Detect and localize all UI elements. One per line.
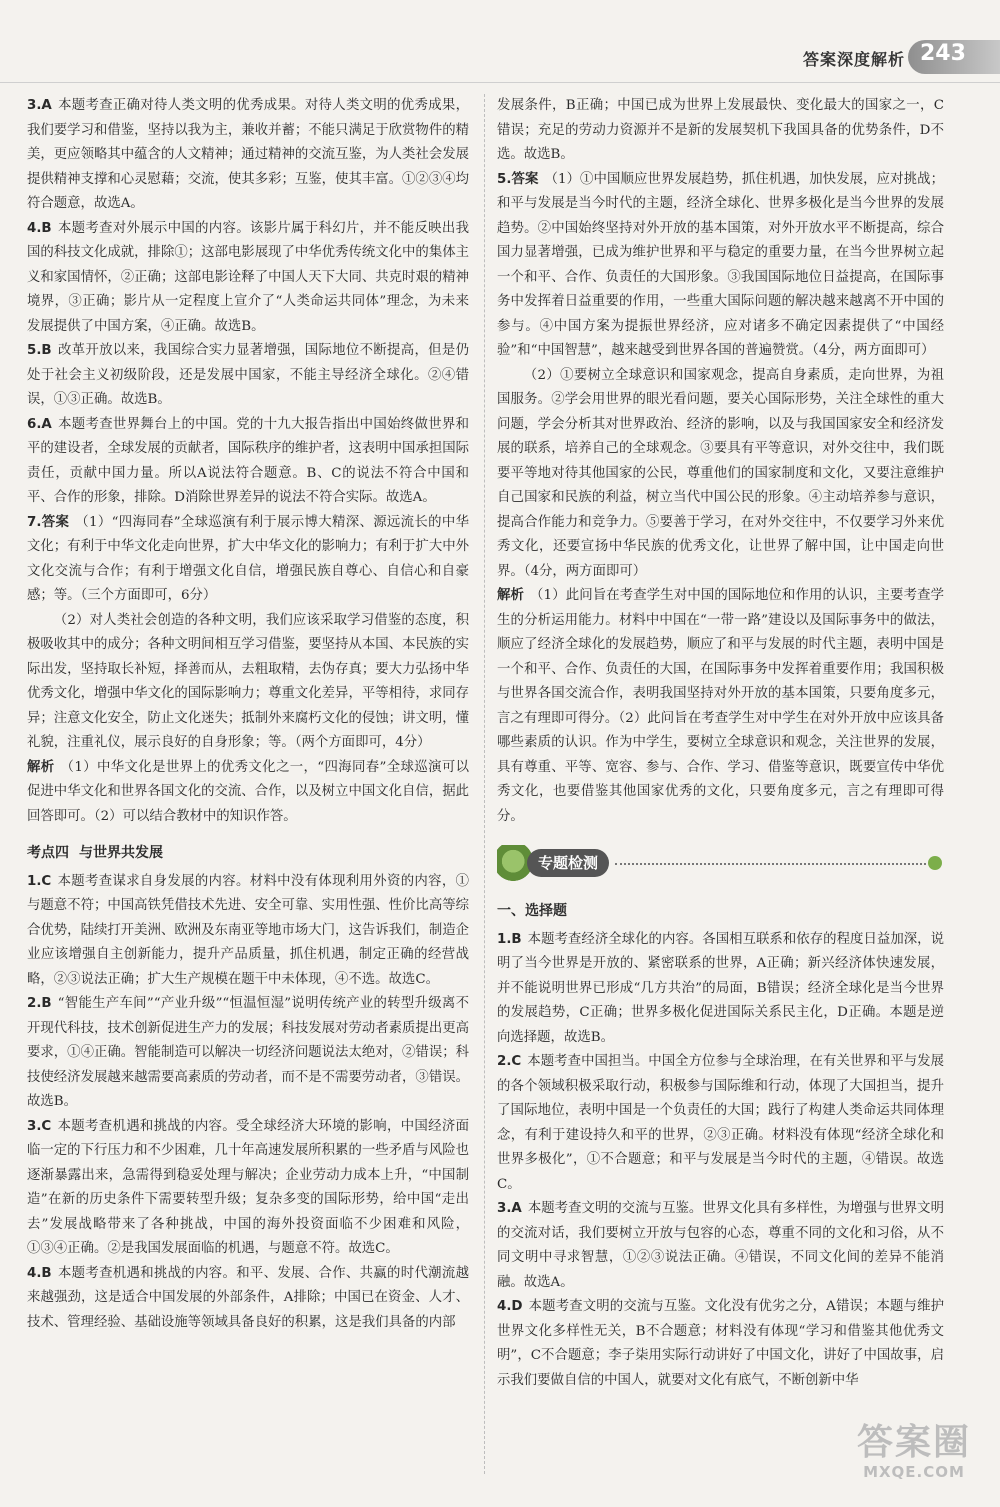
answer-label: 7.答案 (27, 514, 70, 530)
analysis-item (497, 584, 944, 829)
banner-label: 专题检测 (527, 849, 609, 877)
section-title: 与世界共发展 (79, 845, 163, 861)
watermark-logo-text: 答案圈 (856, 1422, 971, 1463)
answer-text: 本题考查谋求自身发展的内容。材料中没有体现利用外资的内容，①与题意不符；中国高铁凭借技术先进、安全可靠、实用性强、性价比高等综合优势，陆续打开美洲、欧洲及东南亚等地市场大门，这告诉我们，制造企业应该增强自主创新能力，提升产品质量，抓住机遇，制定正确的经营战略，②③说法正确；扩大生产规模在题干中未体现，④不选。故选C。 (27, 873, 469, 987)
answer-text: 本题考查对外展示中国的内容。该影片属于科幻片，并不能反映出我国的科技文化成就，排除①；这部电影展现了中华优秀传统文化中的集体主义和家国情怀，②正确；这部电影诠释了中国人天下大同、共克时艰的精神境界，③正确；影片从一定程度上宣介了“人类命运共同体”理念，为未来发展提供了中国方案，④正确。故选B。 (27, 220, 469, 334)
analysis-label: 解析 (27, 759, 55, 775)
answer-label: 6.A (27, 416, 52, 432)
header-title: 答案深度解析 (802, 50, 905, 69)
answer-label: 3.C (27, 1118, 52, 1134)
answer-paragraph: （2）对人类社会创造的各种文明，我们应该采取学习借鉴的态度，积极吸收其中的成分；各种文明间相互学习借鉴，要坚持从本国、本民族的实际出发，坚持取长补短，择善而从，去粗取精，去伪存真；要大力弘扬中华优秀文化，增强中华文化的国际影响力；尊重文化差异，平等相待，求同存异；注意文化安全，防止文化迷失；抵制外来腐朽文化的侵蚀；讲文明，懂礼貌，注重礼仪，展示良好的自身形象；等。（两个方面即可，4分） (27, 612, 469, 750)
answer-item (27, 511, 469, 609)
answer-text: 本题考查世界舞台上的中国。党的十九大报告指出中国始终做世界和平的建设者，全球发展的贡献者，国际秩序的维护者，这表明中国承担国际责任，贡献中国力量。所以A说法符合题意。B、C的说法不符合中国和平、合作的形象，排除。D消除世界差异的说法不符合实际。故选A。 (27, 416, 469, 505)
answer-item (27, 992, 469, 1115)
answer-text: 本题考查中国担当。中国全方位参与全球治理，在有关世界和平与发展的各个领域积极采取行动，积极参与国际维和行动，体现了大国担当，提升了国际地位，表明中国是一个负责任的大国；践行了构建人类命运共同体理念，有利于建设持久和平的世界，②③正确。材料没有体现“经济全球化和世界多极化”，①不合题意；和平与发展是当今时代的主题，④错误。故选C。 (497, 1054, 944, 1192)
topic-test-banner (497, 841, 944, 887)
section-heading (27, 841, 469, 866)
answer-item (497, 1050, 944, 1197)
answer-label: 2.B (27, 996, 52, 1011)
answer-text: （1）“四海同春”全球巡演有利于展示博大精深、源远流长的中华文化；有利于中华文化走向世界，扩大中华文化的影响力；有利于扩大中外文化交流与合作；有利于增强文化自信，增强民族自尊心、自信心和自豪感；等。（三个方面即可，6分） (27, 514, 470, 603)
answer-label: 1.C (27, 873, 52, 889)
answer-item (27, 1115, 469, 1262)
answer-item (27, 217, 469, 340)
page-header (0, 20, 1000, 83)
answer-text: 本题考查文明的交流与互鉴。世界文化具有多样性，为增强与世界文明的交流对话，我们要树立开放与包容的心态，尊重不同的文化和习俗，从不同文明中寻求智慧，①②③说法正确。④错误，不同文化间的差异不能消融。故选A。 (497, 1201, 944, 1290)
answer-item (27, 1262, 469, 1336)
answer-text: 本题考查经济全球化的内容。各国相互联系和依存的程度日益加深，说明了当今世界是开放的、紧密联系的世界，A正确；新兴经济体快速发展，并不能说明世界已形成“几方共治”的局面，B错误；经济全球化是当今世界的发展趋势，C正确；世界多极化促进国际关系民主化，D正确。本题是逆向选择题，故选B。 (497, 931, 944, 1045)
answer-item (497, 928, 944, 1051)
right-column (497, 94, 944, 1393)
answer-label: 3.A (497, 1201, 522, 1216)
answer-label: 4.D (497, 1299, 523, 1314)
watermark-domain: MXQE.COM (863, 1463, 965, 1481)
answer-item (497, 1295, 944, 1393)
site-watermark (850, 1423, 978, 1485)
answer-item (497, 168, 944, 364)
answer-text: 本题考查机遇和挑战的内容。受全球经济大环境的影响，中国经济面临一定的下行压力和不少困难，几十年高速发展所积累的一些矛盾与风险也逐渐暴露出来，急需得到稳妥处理与解决；企业劳动力成本上升，“中国制造”在新的历史条件下需要转型升级；复杂多变的国际形势，给中国“走出去”发展战略带来了各种挑战，中国的海外投资面临不少困难和风险，①③④正确。②是我国发展面临的机遇，与题意不符。故选C。 (27, 1118, 469, 1256)
answer-text: “智能生产车间”“产业升级”“恒温恒湿”说明传统产业的转型升级离不开现代科技，技术创新促进生产力的发展；科技发展对劳动者素质提出更高要求，①④正确。智能制造可以解决一切经济问题说法太绝对，②错误；科技使经济发展越来越需要高素质的劳动者，而不是不需要劳动者，③错误。故选B。 (27, 996, 469, 1109)
answer-label: 2.C (497, 1054, 522, 1069)
answer-continuation: 发展条件，B正确；中国已成为世界上发展最快、变化最大的国家之一，C错误；充足的劳动力资源并不是新的发展契机下我国具备的优势条件，D不选。故选B。 (497, 98, 944, 162)
dot-icon (928, 856, 942, 870)
answer-label: 5.B (27, 343, 52, 358)
answer-label: 1.B (497, 931, 522, 947)
section-heading: 一、选择题 (497, 903, 567, 919)
section-label: 考点四 (27, 845, 69, 861)
page-number: 243 (920, 41, 966, 66)
answer-text: 本题考查机遇和挑战的内容。和平、发展、合作、共赢的时代潮流越来越强劲，这是适合中国发展的外部条件，A排除；中国已在资金、人才、技术、管理经验、基础设施等领域具备良好的积累，这是我们具备的内部 (27, 1265, 469, 1330)
analysis-text: （1）中华文化是世界上的优秀文化之一，“四海同春”全球巡演可以促进中华文化和世界各国文化的交流、合作，以及树立中国文化自信，据此回答即可。（2）可以结合教材中的知识作答。 (27, 759, 470, 824)
left-column (27, 94, 469, 1335)
answer-label: 4.B (27, 1265, 52, 1281)
answer-text: 改革开放以来，我国综合实力显著增强，国际地位不断提高，但是仍处于社会主义初级阶段，还是发展中国家，不能主导经济全球化。②④错误，①③正确。故选B。 (27, 343, 469, 407)
answer-text: 本题考查正确对待人类文明的优秀成果。对待人类文明的优秀成果，我们要学习和借鉴，坚持以我为主，兼收并蓄；不能只满足于欣赏物件的精美，更应领略其中蕴含的人文精神；通过精神的交流互鉴，为人类社会发展提供精神支撑和心灵慰藉；交流，使其多彩；互鉴，使其丰富。①②③④均符合题意，故选A。 (27, 98, 469, 211)
answer-text: 本题考查文明的交流与互鉴。文化没有优劣之分，A错误；本题与维护世界文化多样性无关，B不合题意；材料没有体现“学习和借鉴其他优秀文明”，C不合题意；李子柒用实际行动讲好了中国文化，讲好了中国故事，启示我们要做自信的中国人，就要对文化有底气，不断创新中华 (497, 1299, 944, 1388)
answer-item (27, 339, 469, 413)
answer-text: （1）①中国顺应世界发展趋势，抓住机遇，加快发展，应对挑战；和平与发展是当今时代的主题，经济全球化、世界多极化是当今世界的发展趋势。②中国始终坚持对外开放的基本国策，对外开放水平不断提高，综合国力显著增强，已成为维护世界和平与稳定的重要力量，在当今世界树立起一个和平、合作、负责任的大国形象。③我国国际地位日益提高，在国际事务中发挥着日益重要的作用，一些重大国际问题的解决越来越离不开中国的参与。④中国方案为提振世界经济，应对诸多不确定因素提供了“中国经验”和“中国智慧”，越来越受到世界各国的普遍赞赏。（4分，两方面即可） (497, 171, 944, 358)
answer-item (497, 1197, 944, 1295)
page-number-badge (908, 40, 1000, 74)
answer-label: 4.B (27, 220, 52, 236)
answer-label: 5.答案 (497, 171, 539, 187)
analysis-item (27, 756, 469, 830)
answer-paragraph: （2）①要树立全球意识和国家观念，提高自身素质，走向世界，为祖国服务。②学会用世界的眼光看问题，要关心国际形势，关注全球性的重大问题，学会分析其对世界政治、经济的影响，以及与我国国家安全和经济发展的联系，培养自己的全球观念。③要具有平等意识，对外交往中，我们既要平等地对待其他国家的公民，尊重他们的国家制度和文化，又要注意维护自己国家和民族的利益，树立当代中国公民的形象。④主动培养参与意识，提高合作能力和竞争力。⑤要善于学习，在对外交往中，不仅要学习外来优秀文化，还要宣扬中华民族的优秀文化，让世界了解中国，让中国走向世界。（4分，两方面即可） (497, 367, 944, 579)
answer-item (27, 870, 469, 993)
analysis-label: 解析 (497, 588, 525, 603)
banner-dotted-line (615, 863, 926, 865)
analysis-text: （1）此问旨在考查学生对中国的国际地位和作用的认识，主要考查学生的分析运用能力。材料中中国在“一带一路”建设以及国际事务中的做法，顺应了经济全球化的发展趋势，顺应了和平与发展的时代主题，表明中国是一个和平、合作、负责任的大国，在国际事务中发挥着重要作用；我国积极与世界各国交流合作，表明我国坚持对外开放的基本国策，只要角度多元，言之有理即可得分。（2）此问旨在考查学生对中学生在对外开放中应该具备哪些素质的认识。作为中学生，要树立全球意识和观念，关注世界的发展，具有尊重、平等、宽容、参与、合作、学习、借鉴等意识，既要宣传中华优秀文化，也要借鉴其他国家优秀的文化，只要角度多元，言之有理即可得分。 (497, 588, 944, 824)
column-divider (484, 94, 485, 1474)
answer-label: 3.A (27, 98, 52, 113)
answer-item (27, 413, 469, 511)
answer-item (27, 94, 469, 217)
